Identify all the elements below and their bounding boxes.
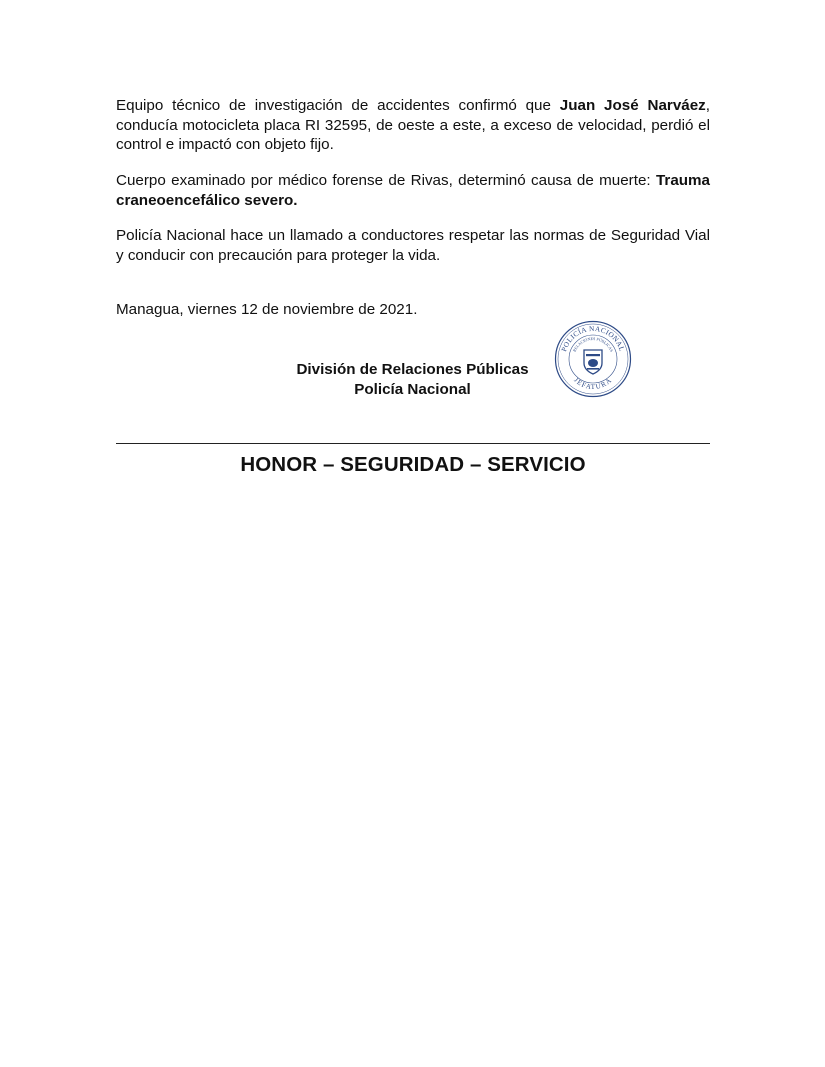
footer-motto: HONOR – SEGURIDAD – SERVICIO [240,453,586,476]
signature-division: División de Relaciones Públicas [296,361,529,378]
signature-institution: Policía Nacional [354,380,471,398]
paragraph-text: , conducía motocicleta placa RI 32595, de oeste a este, a exceso de velocidad, perdió el control e impactó con objeto fijo. [116,97,710,153]
footer-divider [116,443,710,444]
seal-top-text: POLICÍA NACIONAL [560,324,626,353]
svg-text:JEFATURA [572,376,614,391]
paragraph-forensic-exam [116,171,710,210]
paragraph-accident-report [116,96,710,155]
seal-bottom-text: JEFATURA [572,376,614,392]
victim-name: Juan José Narváez [559,97,706,114]
dateline: Managua, viernes 12 de noviembre de 2021. [116,301,418,318]
paragraph-text: Equipo técnico de investigación de accidentes confirmó que [116,97,560,114]
paragraph-safety-call: Policía Nacional hace un llamado a conductores respetar las normas de Seguridad Vial y conducir con precaución para proteger la vida. [116,227,710,264]
paragraph-text: Cuerpo examinado por médico forense de Rivas, determinó causa de muerte: [116,172,656,189]
cause-of-death: Trauma craneoencefálico severo. [116,172,710,209]
shield-icon [584,350,602,374]
police-seal-stamp [553,319,633,399]
signature-block [280,360,545,399]
seal-inner-text: RELACIONES PÚBLICAS [571,335,615,353]
